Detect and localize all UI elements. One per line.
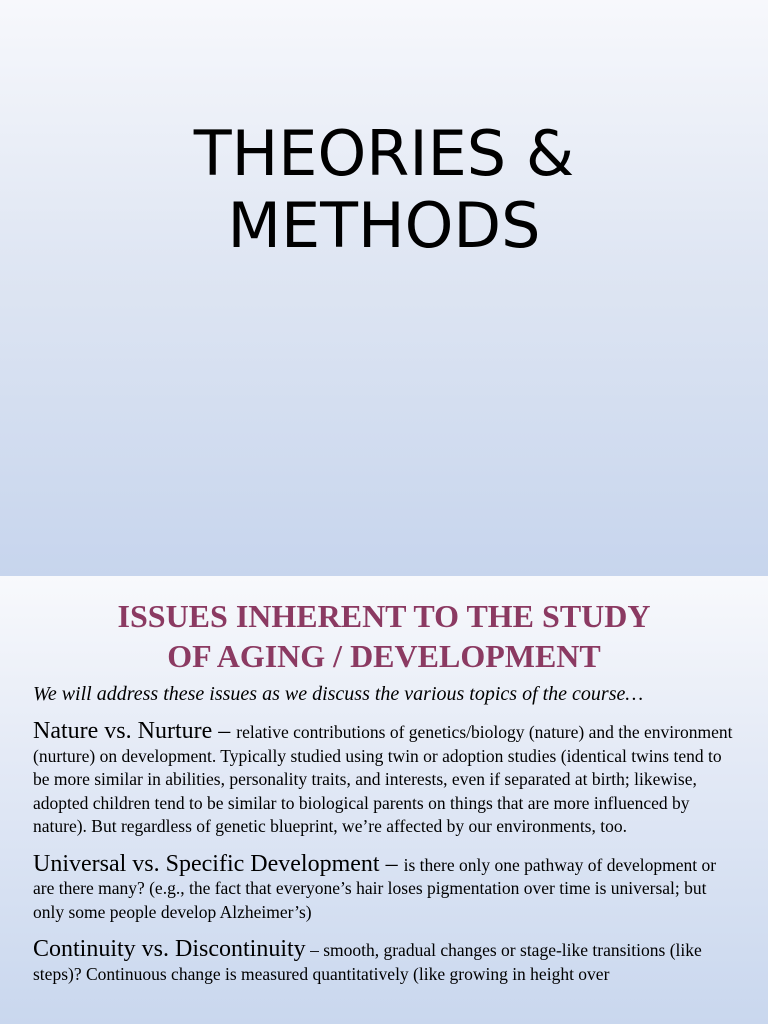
issue-description: is there only one pathway of development or are there many? (e.g., the fact that everyone’s hair loses pigmentation over time is universal; but only some people develop Alzheimer’s) [33,854,717,922]
issue-term: Nature vs. Nurture – [33,718,237,744]
slide-body [33,682,738,1000]
section-heading-line-1: ISSUES INHERENT TO THE STUDY [117,598,651,634]
intro-text: We will address these issues as we discuss the various topics of the course… [33,683,644,705]
issue-term: Universal vs. Specific Development – [33,850,404,877]
issue-continuity-discontinuity [33,938,738,986]
content-slide [0,576,768,1024]
slide-title-line-2: METHODS [227,189,541,262]
slide-title-line-1: THEORIES & [193,117,575,190]
section-heading-line-2: OF AGING / DEVELOPMENT [167,638,601,674]
issue-universal-specific [33,850,738,925]
issue-term: Continuity vs. Discontinuity [33,936,306,962]
slide-title [0,118,768,262]
issue-nature-nurture [33,720,738,839]
section-heading [0,596,768,676]
issue-description: – smooth, gradual changes or stage-like transitions (like steps)? Continuous change is measured quantitatively (like growing in height over [33,940,702,984]
issue-description: relative contributions of genetics/biology (nature) and the environment (nurture) on development. Typically studied using twin or adoption studies (identical twins tend to be more similar in abilities, personality traits, and interests, even if separated at birth; likewise, adopted children tend to be similar to biological parents on things that are more influenced by nature). But regardless of genetic blueprint, we’re affected by our environments, too. [33,722,733,836]
